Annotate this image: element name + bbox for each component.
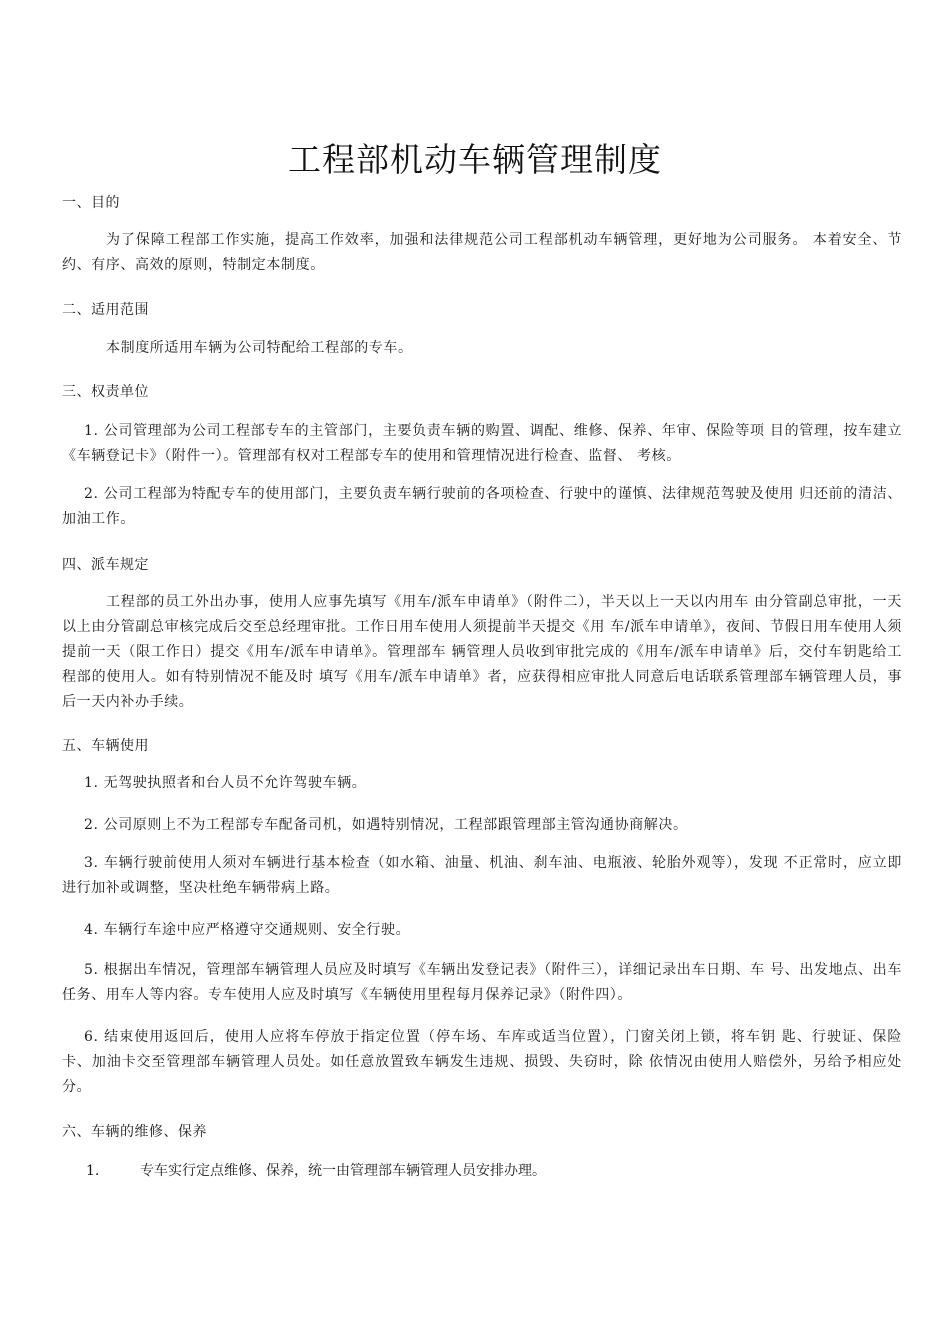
list-item-text: 专车实行定点维修、保养，统一由管理部车辆管理人员安排办理。	[140, 1163, 546, 1179]
paragraph-scope: 本制度所适用车辆为公司特配给工程部的专车。	[106, 340, 413, 356]
paragraph-usage-6: 6. 结束使用返回后，使用人应将车停放于指定位置（停车场、车库或适当位置），门窗关闭上锁，将车钥 匙、行驶证、保险卡、加油卡交至管理部车辆管理人员处。如任意放置致车辆发生违规、损毁、失窃时，除 依情况由使用人赔偿外，另给予相应处分。	[62, 1029, 902, 1095]
list-item-number: 1.	[86, 1163, 100, 1179]
section-heading-dispatch: 四、派车规定	[62, 557, 149, 573]
paragraph-usage-3: 3. 车辆行驶前使用人须对车辆进行基本检查（如水箱、油量、机油、刹车油、电瓶液、轮胎外观等），发现 不正常时，应立即进行加补或调整，坚决杜绝车辆带病上路。	[62, 855, 902, 896]
section-heading-usage: 五、车辆使用	[62, 738, 149, 754]
paragraph-usage-5: 5. 根据出车情况，管理部车辆管理人员应及时填写《车辆出发登记表》（附件三），详细记录出车日期、车 号、出发地点、出车任务、用车人等内容。专车使用人应及时填写《车辆使用里程每月保养记录》（附件四）。	[62, 962, 902, 1003]
paragraph-responsibility-2: 2. 公司工程部为特配专车的使用部门，主要负责车辆行驶前的各项检查、行驶中的谨慎、法律规范驾驶及使用 归还前的清洁、加油工作。	[62, 486, 902, 527]
section-heading-maintenance: 六、车辆的维修、保养	[62, 1124, 207, 1140]
section-heading-scope: 二、适用范围	[62, 302, 149, 318]
paragraph-dispatch: 工程部的员工外出办事，使用人应事先填写《用车/派车申请单》（附件二），半天以上一天以内用车 由分管副总审批，一天以上由分管副总审核完成后交至总经理审批。工作日用车使用人须提前半天提交《用 车/派车申请单》，夜间、节假日用车使用人须提前一天（限工作日）提交《用车/派车申请单》。管理部车 辆管理人员收到审批完成的《用车/派车申请单》后，交付车钥匙给工程部的使用人。如有特别情况不能及时 填写《用车/派车申请单》者，应获得相应审批人同意后电话联系管理部车辆管理人员，事后一天内补办手续。	[62, 594, 902, 710]
list-item	[86, 1160, 546, 1180]
section-heading-purpose: 一、目的	[62, 195, 120, 211]
paragraph-usage-2: 2. 公司原则上不为工程部专车配备司机，如遇特别情况，工程部跟管理部主管沟通协商解决。	[84, 817, 688, 833]
paragraph-usage-4: 4. 车辆行车途中应严格遵守交通规则、安全行驶。	[84, 922, 411, 938]
page-title: 工程部机动车辆管理制度	[288, 140, 662, 179]
paragraph-usage-1: 1. 无驾驶执照者和台人员不允许驾驶车辆。	[84, 775, 367, 791]
paragraph-responsibility-1: 1. 公司管理部为公司工程部专车的主管部门，主要负责车辆的购置、调配、维修、保养、年审、保险等项 目的管理，按车建立《车辆登记卡》（附件一）。管理部有权对工程部专车的使用和管理情况进行检查、监督、 考核。	[62, 423, 902, 464]
paragraph-purpose: 为了保障工程部工作实施，提高工作效率，加强和法律规范公司工程部机动车辆管理，更好地为公司服务。 本着安全、节约、有序、高效的原则，特制定本制度。	[62, 232, 902, 273]
section-heading-responsibility: 三、权责单位	[62, 384, 149, 400]
